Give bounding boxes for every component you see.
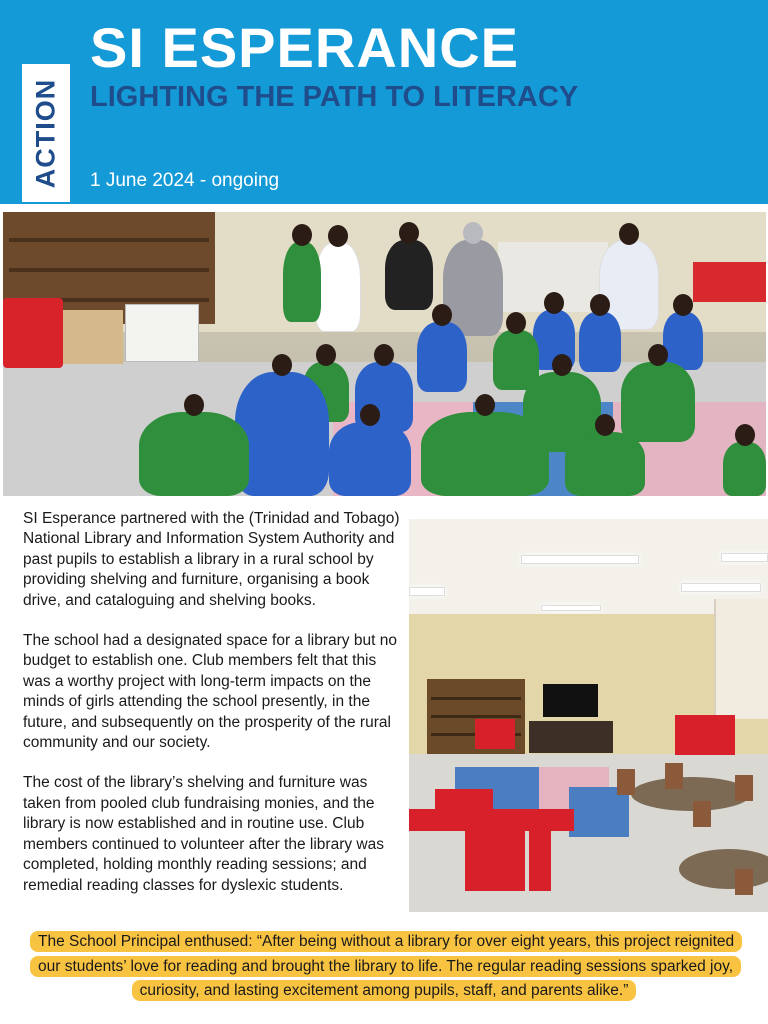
principal-quote-text: The School Principal enthused: “After being without a library for over eight years, this project reignited our students’ love for reading and brought the library to life. The regular reading sessions sparked joy, curiosity, and lasting excitement among pupils, staff, and parents alike.”: [30, 931, 742, 1001]
photo-student: [723, 442, 766, 496]
article-body: [23, 509, 408, 916]
photo-adult-figure: [315, 242, 361, 332]
photo-red-table: [693, 262, 766, 302]
header-banner: [0, 0, 768, 204]
photo-student-reader: [283, 242, 321, 322]
project-date: 1 June 2024 - ongoing: [90, 170, 280, 191]
photo-red-chair: [675, 715, 735, 755]
photo-student: [329, 422, 411, 496]
photo-wooden-chair: [735, 869, 753, 895]
photo-red-chair: [3, 298, 63, 368]
principal-quote: [30, 930, 738, 1004]
photo-student: [139, 412, 249, 496]
photo-window: [714, 599, 768, 719]
photo-wooden-chair: [735, 775, 753, 801]
photo-ceiling-light: [541, 605, 601, 611]
paragraph: SI Esperance partnered with the (Trinidad and Tobago) National Library and Information System Authority and past pupils to establish a library in a rural school by providing shelving and furniture, organising a book drive, and cataloguing and shelving books.: [23, 510, 400, 609]
action-tag-label: ACTION: [30, 78, 61, 188]
paragraph: The cost of the library’s shelving and furniture was taken from pooled club fundraising monies, and the library is now established and in routine use. Club members continued to volunteer after the library was completed, holding monthly reading sessions; and remedial reading classes for dyslexic students.: [23, 774, 384, 894]
photo-wooden-chair: [617, 769, 635, 795]
library-room-photo: [409, 519, 768, 912]
photo-red-chair: [475, 719, 515, 749]
photo-ceiling-light: [409, 587, 445, 596]
photo-book-box: [125, 304, 199, 362]
photo-student: [417, 322, 467, 392]
photo-student: [235, 372, 329, 496]
classroom-reading-photo: [3, 212, 766, 496]
photo-red-chair: [529, 831, 551, 891]
photo-red-chair: [435, 789, 493, 811]
page-title: SI ESPERANCE: [90, 16, 519, 79]
photo-cabinet: [529, 721, 613, 753]
photo-ceiling-light: [681, 583, 761, 592]
photo-adult-figure: [443, 240, 503, 336]
photo-wooden-chair: [665, 763, 683, 789]
photo-red-table: [409, 809, 574, 831]
photo-red-chair: [465, 831, 525, 891]
photo-television: [543, 684, 598, 717]
photo-student: [421, 412, 549, 496]
photo-round-table: [631, 777, 751, 811]
photo-student: [565, 432, 645, 496]
photo-student: [621, 362, 695, 442]
photo-round-table: [679, 849, 768, 889]
page-subtitle: LIGHTING THE PATH TO LITERACY: [90, 81, 579, 113]
photo-wooden-chair: [693, 801, 711, 827]
photo-adult-figure: [385, 240, 433, 310]
photo-student: [579, 312, 621, 372]
photo-ceiling-light: [721, 553, 768, 562]
paragraph: The school had a designated space for a library but no budget to establish one. Club members felt that this was a worthy project with long-term impacts on the minds of girls attending the school presently, in the future, and subsequently on the prosperity of the rural community and our society.: [23, 632, 397, 752]
action-tag: [22, 64, 70, 202]
photo-ceiling-light: [521, 555, 639, 564]
